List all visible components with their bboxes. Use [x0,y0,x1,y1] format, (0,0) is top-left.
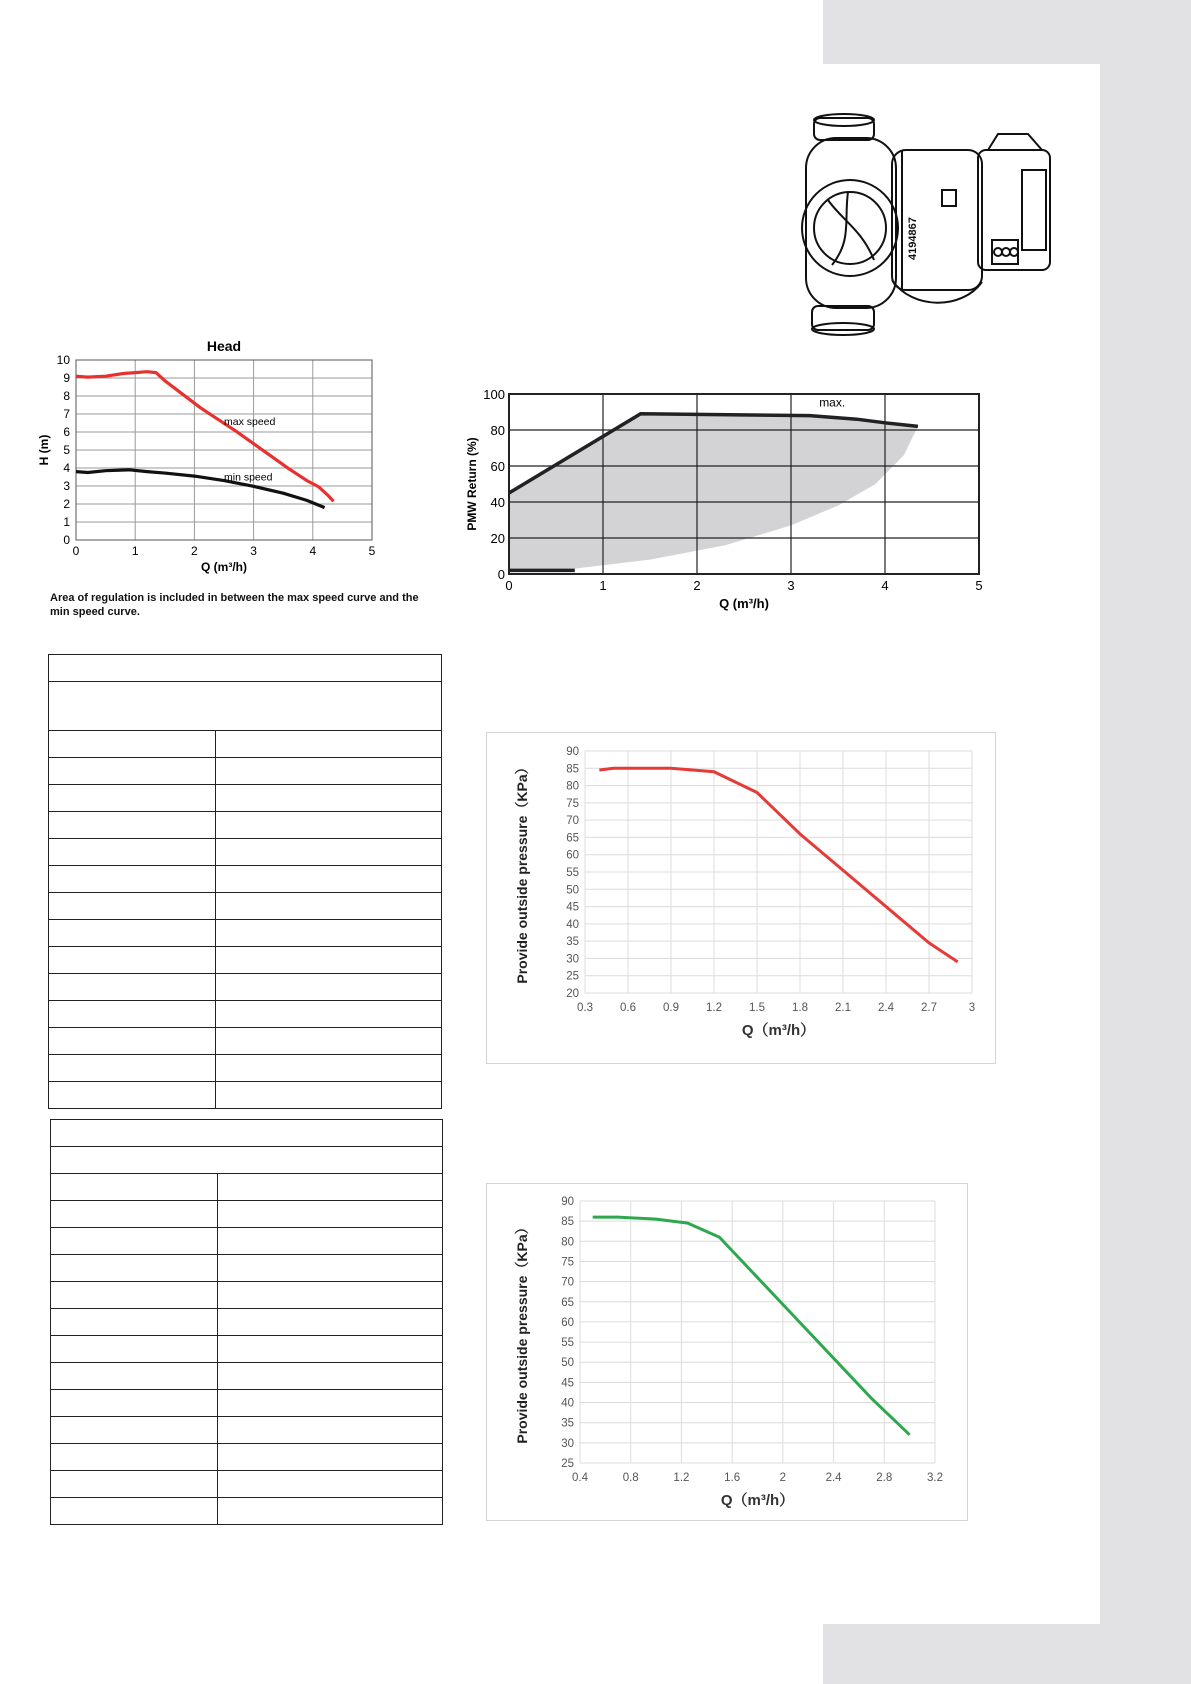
y-tick-label: 40 [490,495,505,510]
table-cell [49,866,216,893]
y-axis-label: PMW Return (%) [465,437,479,531]
y-tick-label: 50 [566,884,579,897]
table-row [49,812,442,839]
y-tick-label: 20 [490,531,505,546]
x-tick-label: 5 [368,544,376,558]
table-row [51,1228,443,1255]
table-cell [51,1498,218,1525]
table-cell [51,1282,218,1309]
spec-table-2 [50,1119,443,1525]
table-cell [51,1336,218,1363]
x-tick-label: 1.6 [724,1472,741,1484]
x-tick-label: 0.9 [663,1002,679,1014]
table-row [51,1147,443,1174]
pressure-chart-1 [486,732,996,1064]
x-tick-label: 3.2 [927,1472,943,1484]
table-row [49,947,442,974]
table-row [51,1363,443,1390]
circulation-pump-illustration [792,110,1062,340]
x-tick-label: 2.4 [878,1002,894,1014]
pressure-chart-2 [486,1183,968,1521]
table-cell [218,1471,443,1498]
x-tick-label: 0 [72,544,80,558]
x-tick-label: 1.8 [792,1002,808,1014]
x-tick-label: 2 [693,578,701,593]
y-tick-label: 9 [63,371,70,385]
y-tick-label: 75 [561,1256,574,1269]
y-tick-label: 1 [63,515,70,529]
table-cell [49,1082,216,1109]
y-tick-label: 100 [483,387,505,402]
table-cell [218,1201,443,1228]
table-cell [216,1055,442,1082]
table-header-cell [49,655,442,682]
x-axis-label: Q (m³/h) [201,560,247,574]
table-cell [216,839,442,866]
y-tick-label: 25 [561,1458,574,1470]
table-cell [49,731,216,758]
table-cell [216,893,442,920]
table-cell [218,1390,443,1417]
table-cell [51,1228,218,1255]
x-tick-label: 4 [309,544,317,558]
y-tick-label: 45 [561,1377,574,1390]
y-tick-label: 6 [63,425,70,439]
x-tick-label: 2 [779,1472,787,1484]
y-tick-label: 3 [63,479,70,493]
table-cell [218,1417,443,1444]
x-tick-label: 1.5 [749,1002,765,1014]
y-tick-label: 80 [561,1236,574,1249]
table-cell [51,1255,218,1282]
table-cell [51,1363,218,1390]
y-tick-label: 80 [566,780,579,793]
y-tick-label: 20 [566,988,579,1000]
max-label: max. [819,395,846,410]
table-row [49,758,442,785]
table-row [51,1174,443,1201]
y-tick-label: 0 [497,567,505,582]
table-cell [51,1417,218,1444]
table-cell [216,1001,442,1028]
table-row [49,655,442,682]
table-row [49,839,442,866]
x-tick-label: 0 [505,578,513,593]
table-cell [51,1390,218,1417]
table-row [49,1001,442,1028]
table-cell [218,1444,443,1471]
table-row [49,1028,442,1055]
x-tick-label: 1.2 [673,1472,690,1484]
table-row [51,1417,443,1444]
table-row [49,1082,442,1109]
y-tick-label: 30 [566,953,579,966]
table-cell [216,947,442,974]
table-cell [49,839,216,866]
y-axis-label: Provide outside pressure（KPa） [514,1220,530,1444]
y-tick-label: 60 [566,849,579,862]
x-tick-label: 2 [191,544,198,558]
table-cell [49,920,216,947]
y-tick-label: 0 [63,533,70,547]
table-cell [216,758,442,785]
y-tick-label: 45 [566,901,579,914]
y-tick-label: 75 [566,797,579,810]
curve-label: max speed [224,415,276,428]
table-row [49,682,442,731]
x-tick-label: 3 [250,544,257,558]
y-tick-label: 70 [561,1276,574,1289]
table-cell [51,1444,218,1471]
x-tick-label: 3 [968,1002,976,1014]
table-row [51,1255,443,1282]
x-axis-label: Q（m³/h） [741,1022,816,1039]
y-tick-label: 25 [566,970,579,983]
table-cell [218,1363,443,1390]
x-axis-label: Q（m³/h） [720,1492,795,1509]
chart-title: Head [206,338,242,354]
y-tick-label: 90 [566,746,579,758]
page-side-band [1100,0,1191,1684]
table-cell [216,812,442,839]
x-tick-label: 2.4 [825,1472,842,1484]
table-cell [49,1028,216,1055]
table-cell [216,1028,442,1055]
table-cell [216,1082,442,1109]
y-tick-label: 85 [566,763,579,776]
y-tick-label: 55 [561,1337,574,1350]
regulation-area [509,414,918,571]
table-header-cell [51,1120,443,1147]
y-tick-label: 5 [63,443,70,457]
y-tick-label: 8 [63,389,70,403]
table-header-cell [49,682,442,731]
y-tick-label: 85 [561,1216,574,1229]
table-row [49,920,442,947]
table-row [49,1055,442,1082]
y-tick-label: 60 [561,1316,574,1329]
table-cell [49,974,216,1001]
x-tick-label: 0.3 [577,1002,593,1014]
table-row [49,866,442,893]
x-tick-label: 5 [975,578,983,593]
table-cell [216,920,442,947]
y-axis-label: Provide outside pressure（KPa） [514,760,530,984]
table-cell [216,785,442,812]
curve-label: min speed [224,471,273,484]
table-cell [51,1174,218,1201]
table-header-cell [51,1147,443,1174]
y-tick-label: 60 [490,459,505,474]
y-tick-label: 2 [63,497,70,511]
table-cell [218,1228,443,1255]
table-cell [51,1201,218,1228]
x-tick-label: 0.8 [622,1472,639,1484]
x-tick-label: 1 [599,578,607,593]
table-cell [49,947,216,974]
table-cell [218,1174,443,1201]
y-tick-label: 40 [566,918,579,931]
table-row [51,1471,443,1498]
y-tick-label: 4 [63,461,70,475]
y-tick-label: 10 [56,353,70,367]
table-cell [216,974,442,1001]
x-axis-label: Q (m³/h) [719,596,769,611]
y-tick-label: 70 [566,815,579,828]
page-corner-band-bottom [823,1624,1191,1684]
table-row [51,1309,443,1336]
series-max-speed [76,372,334,502]
table-row [49,731,442,758]
table-row [49,974,442,1001]
table-cell [51,1471,218,1498]
table-cell [218,1336,443,1363]
x-tick-label: 1.2 [706,1002,722,1014]
table-cell [51,1309,218,1336]
x-tick-label: 1 [131,544,139,558]
table-cell [49,785,216,812]
regulation-note: Area of regulation is included in between the max speed curve and the min speed curve. [50,592,419,618]
y-tick-label: 35 [566,936,579,949]
table-row [51,1282,443,1309]
table-cell [216,866,442,893]
x-tick-label: 0.4 [572,1472,588,1484]
x-tick-label: 0.6 [620,1002,636,1014]
x-tick-label: 2.7 [921,1002,937,1014]
y-tick-label: 40 [561,1397,574,1410]
table-row [51,1120,443,1147]
spec-table-1 [48,654,442,1109]
y-tick-label: 80 [490,423,505,438]
table-cell [49,1001,216,1028]
y-tick-label: 55 [566,867,579,879]
table-cell [49,812,216,839]
table-row [51,1390,443,1417]
y-axis-label: H (m) [37,434,51,466]
x-tick-label: 2.8 [876,1472,893,1484]
y-tick-label: 65 [561,1296,574,1309]
y-tick-label: 35 [561,1417,574,1430]
x-tick-label: 3 [787,578,795,593]
table-cell [218,1282,443,1309]
table-row [51,1201,443,1228]
table-row [49,893,442,920]
y-tick-label: 7 [63,407,70,421]
table-row [49,785,442,812]
table-row [51,1336,443,1363]
x-tick-label: 2.1 [835,1002,851,1014]
table-cell [49,893,216,920]
y-tick-label: 65 [566,832,579,845]
table-cell [49,758,216,785]
y-tick-label: 50 [561,1357,574,1370]
table-cell [49,1055,216,1082]
table-cell [218,1255,443,1282]
table-cell [218,1309,443,1336]
table-row [51,1498,443,1525]
y-tick-label: 30 [561,1437,574,1450]
y-tick-label: 90 [561,1196,574,1208]
table-cell [216,731,442,758]
head-chart [30,336,410,591]
pressure-curve [599,768,957,962]
table-row [51,1444,443,1471]
pwm-return-chart [460,385,1000,625]
series-min-speed [76,470,325,508]
pump-model-number: 4194867 [907,217,919,260]
table-cell [218,1498,443,1525]
x-tick-label: 4 [881,578,889,593]
